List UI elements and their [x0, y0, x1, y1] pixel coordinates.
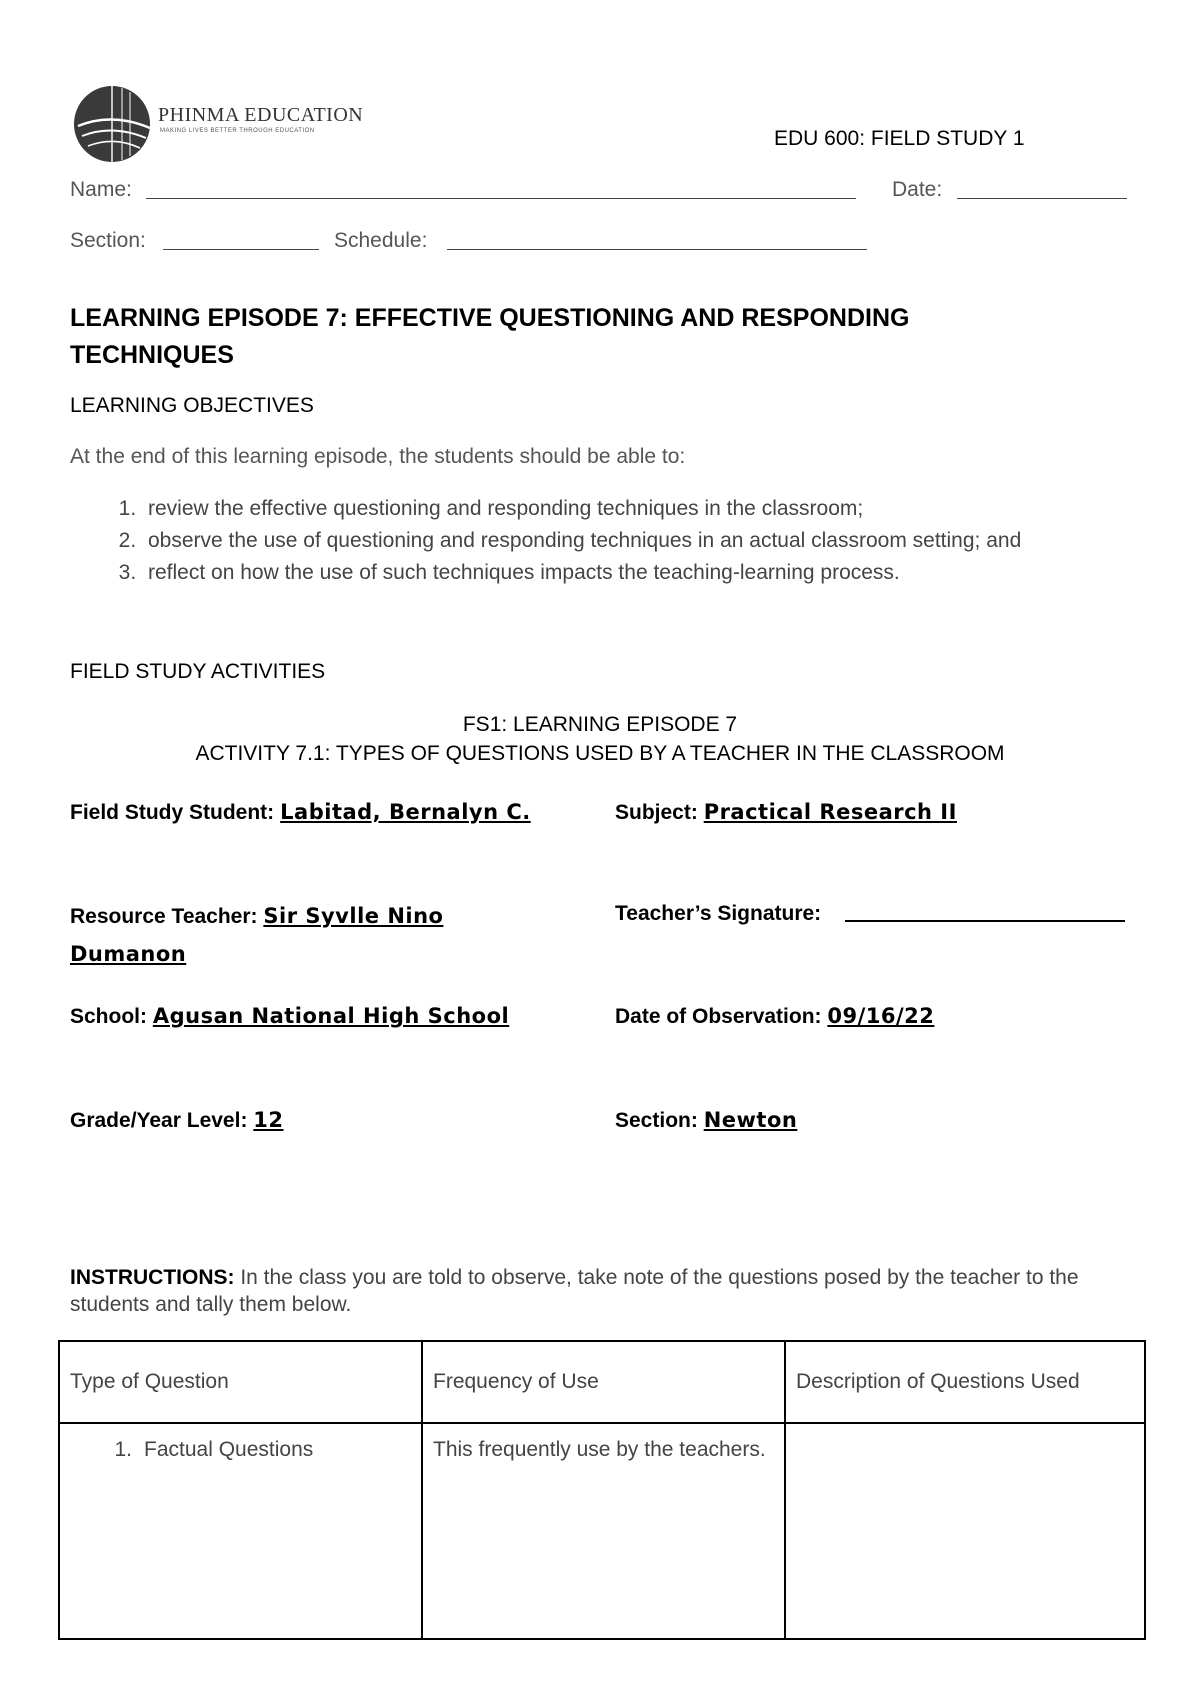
- school-field: [70, 1004, 509, 1029]
- teacher-value-continued: Dumanon: [70, 942, 187, 966]
- signature-label: Teacher’s Signature:: [615, 902, 822, 925]
- school-label: School:: [70, 1005, 147, 1028]
- grade-value: 12: [253, 1108, 284, 1132]
- page-title: LEARNING EPISODE 7: EFFECTIVE QUESTIONING AND RESPONDING TECHNIQUES: [70, 304, 910, 369]
- objective-item: 2. observe the use of questioning and responding techniques in an actual classroom setting; and: [142, 525, 1200, 557]
- objectives-list: [70, 493, 1200, 589]
- school-value: Agusan National High School: [152, 1004, 510, 1028]
- logo-text: PHINMA EDUCATION: [158, 104, 364, 126]
- subject-label: Subject:: [615, 801, 698, 824]
- question-tally-table: [58, 1340, 1146, 1640]
- cell-description: [785, 1423, 1145, 1639]
- schedule-label: Schedule:: [334, 229, 428, 252]
- instructions-text: In the class you are told to observe, take note of the questions posed by the teacher to the students and tally them below.: [70, 1266, 1079, 1316]
- teacher-label: Resource Teacher:: [70, 905, 258, 928]
- cell-type: [59, 1423, 422, 1639]
- grade-label: Grade/Year Level:: [70, 1109, 248, 1132]
- objectives-intro: At the end of this learning episode, the students should be able to:: [70, 445, 686, 468]
- row-number: 1.: [114, 1438, 132, 1461]
- signature-line: [845, 920, 1125, 922]
- episode-line: FS1: LEARNING EPISODE 7: [462, 713, 738, 736]
- observation-date-label: Date of Observation:: [615, 1005, 822, 1028]
- class-section-field: [615, 1108, 797, 1133]
- teacher-field: [70, 904, 443, 929]
- instructions-label: INSTRUCTIONS:: [70, 1266, 235, 1289]
- section-line: [163, 231, 319, 250]
- class-section-label: Section:: [615, 1109, 698, 1132]
- section-label: Section:: [70, 229, 146, 252]
- date-label: Date:: [892, 178, 943, 201]
- header-description: Description of Questions Used: [785, 1341, 1145, 1423]
- activity-title: ACTIVITY 7.1: TYPES OF QUESTIONS USED BY A TEACHER IN THE CLASSROOM: [195, 742, 1005, 765]
- subject-field: [615, 800, 957, 825]
- table-row: [59, 1423, 1145, 1639]
- header-type: Type of Question: [59, 1341, 422, 1423]
- student-field: [70, 800, 531, 825]
- activities-heading: FIELD STUDY ACTIVITIES: [70, 660, 326, 683]
- student-label: Field Study Student:: [70, 801, 275, 824]
- class-section-value: Newton: [703, 1108, 798, 1132]
- row-type: Factual Questions: [144, 1438, 314, 1461]
- objective-item: 1. review the effective questioning and responding techniques in the classroom;: [142, 493, 1200, 525]
- name-label: Name:: [70, 178, 132, 201]
- header-frequency: Frequency of Use: [422, 1341, 785, 1423]
- name-line: [146, 180, 856, 199]
- teacher-value: Sir Syvlle Nino: [263, 904, 444, 928]
- instructions: [70, 1264, 1130, 1318]
- subject-value: Practical Research II: [703, 800, 957, 824]
- objective-item: 3. reflect on how the use of such techniques impacts the teaching-learning process.: [142, 557, 1200, 589]
- grade-field: [70, 1108, 284, 1133]
- observation-date-value: 09/16/22: [827, 1004, 935, 1028]
- student-value: Labitad, Bernalyn C.: [280, 800, 531, 824]
- activity-header: [0, 710, 1200, 768]
- date-line: [957, 180, 1127, 199]
- logo-tagline: MAKING LIVES BETTER THROUGH EDUCATION: [160, 128, 315, 134]
- schedule-line: [447, 231, 867, 250]
- table-header-row: [59, 1341, 1145, 1423]
- objectives-heading: LEARNING OBJECTIVES: [70, 394, 314, 417]
- course-title: EDU 600: FIELD STUDY 1: [774, 127, 1025, 150]
- observation-date-field: [615, 1004, 934, 1029]
- signature-field: [615, 902, 821, 926]
- cell-frequency: This frequently use by the teachers.: [422, 1423, 785, 1639]
